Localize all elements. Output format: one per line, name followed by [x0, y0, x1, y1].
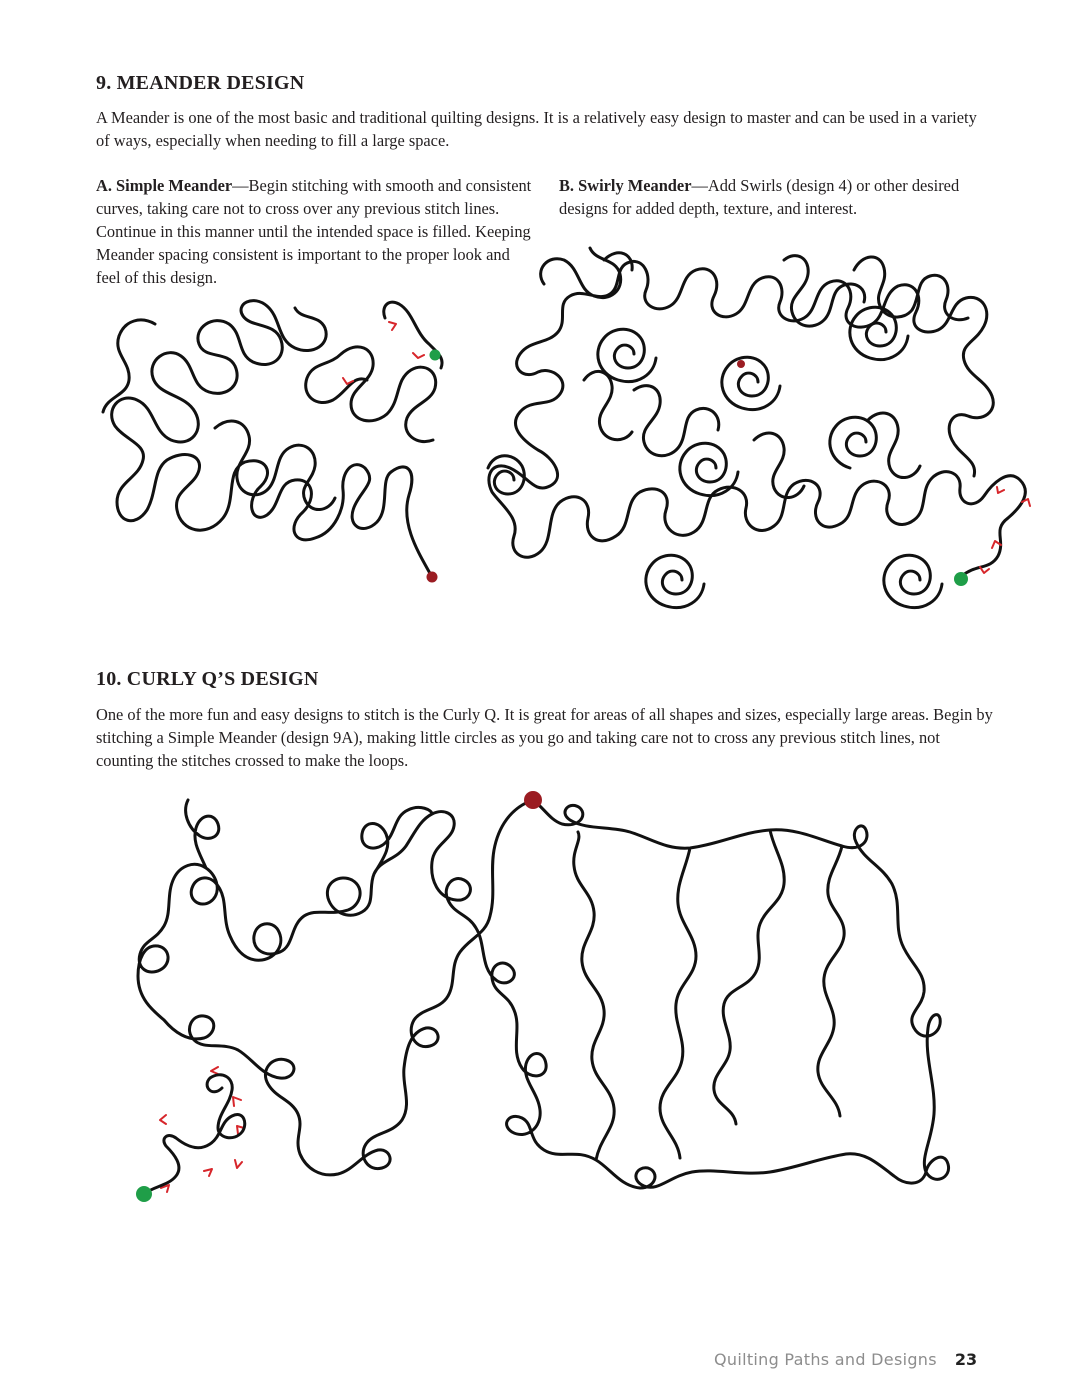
swirl-icon	[722, 357, 780, 409]
end-dot	[524, 791, 542, 809]
curly-q-stitch-path	[138, 800, 949, 1188]
section-10-description: One of the more fun and easy designs to stitch is the Curly Q. It is great for areas of all shapes and sizes, especially large areas. Begin by stitching a Simple Meander (design 9A), making little circles as you go and taking care not to cross any previous stitch lines, not counting the stitches crossed to make the loops.	[96, 705, 993, 770]
end-dot	[427, 572, 438, 583]
start-dot	[136, 1186, 152, 1202]
simple-meander-description	[96, 174, 536, 289]
section-9-heading: 9. MEANDER DESIGN	[96, 72, 305, 94]
page-footer	[714, 1350, 977, 1369]
swirl-icon	[884, 555, 942, 607]
end-dot	[737, 360, 745, 368]
direction-arrows	[343, 322, 424, 384]
simple-meander-stitch-path	[103, 301, 442, 577]
swirl-icon	[598, 329, 656, 381]
swirl-icon	[680, 443, 738, 495]
page-number: 23	[954, 1350, 978, 1369]
curly-q-illustration	[130, 788, 980, 1208]
section-10-heading: 10. CURLY Q’S DESIGN	[96, 668, 319, 690]
simple-meander-text: —Begin stitching with smooth and consistent curves, taking care not to cross over any previous stitch lines. Continue in this manner until the intended space is filled. Keeping Meander spacing consistent is important to the proper look and feel of this design.	[96, 176, 532, 287]
swirly-meander-text: —Add Swirls (design 4) or other desired designs for added depth, texture, and interest.	[559, 176, 960, 218]
simple-meander-illustration	[95, 300, 455, 595]
swirly-meander-illustration	[484, 240, 1040, 632]
start-dot	[430, 350, 441, 361]
curly-q-start-path	[144, 1075, 245, 1194]
swirl-icon	[830, 417, 876, 468]
section-9-intro: A Meander is one of the most basic and traditional quilting designs. It is a relatively easy design to master and can be used in a variety of ways, especially when needing to fill a large space.	[96, 108, 977, 150]
swirl-icon	[646, 555, 704, 607]
simple-meander-label: A. Simple Meander	[96, 176, 233, 195]
swirly-meander-stitch-path	[489, 248, 1025, 576]
start-dot	[954, 572, 968, 586]
swirly-meander-label: B. Swirly Meander	[559, 176, 692, 195]
footer-title: Quilting Paths and Designs	[714, 1350, 937, 1369]
swirl-motifs	[488, 307, 942, 607]
swirly-meander-description	[559, 174, 984, 220]
